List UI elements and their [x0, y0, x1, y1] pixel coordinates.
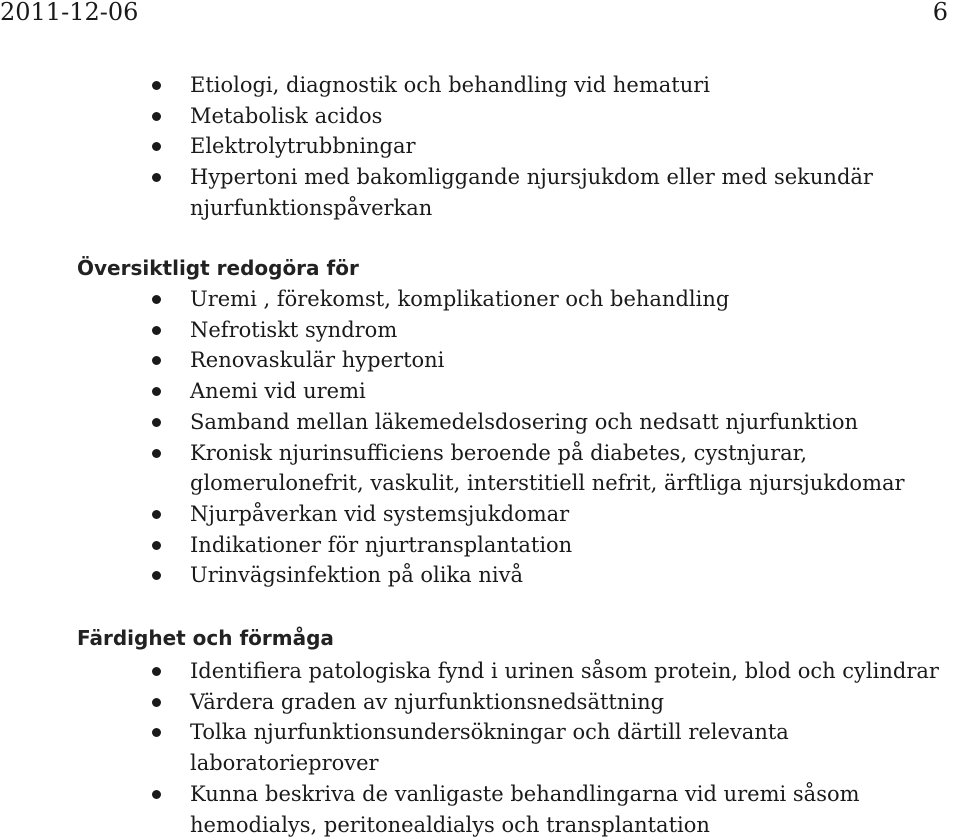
list-section3 [0, 656, 960, 840]
bullet-icon [152, 387, 161, 396]
bullet-icon [152, 667, 161, 676]
bullet-icon [152, 326, 161, 335]
list-item: Identifiera patologiska fynd i urinen såsom protein, blod och cylindrar [0, 656, 960, 687]
bullet-icon [152, 571, 161, 580]
list-item: Urinvägsinfektion på olika nivå [0, 560, 960, 591]
section-heading: Färdighet och förmåga [77, 626, 334, 650]
bullet-icon [152, 790, 161, 799]
list-section2 [0, 284, 960, 591]
list-item: Uremi , förekomst, komplikationer och behandling [0, 284, 960, 315]
bullet-icon [152, 173, 161, 182]
bullet-icon [152, 541, 161, 550]
section-heading: Översiktligt redogöra för [77, 256, 359, 280]
list-item: Kronisk njurinsufficiens beroende på diabetes, cystnjurar, [0, 438, 960, 469]
list-item: Värdera graden av njurfunktionsnedsättning [0, 687, 960, 718]
bullet-icon [152, 81, 161, 90]
list-item-continuation: hemodialys, peritonealdialys och transplantation [190, 812, 710, 837]
list-item: Etiologi, diagnostik och behandling vid hematuri [0, 70, 960, 101]
bullet-icon [152, 142, 161, 151]
header-date: 2011-12-06 [0, 0, 139, 26]
list-item: Anemi vid uremi [0, 376, 960, 407]
list-item: Kunna beskriva de vanligaste behandlingarna vid uremi såsom [0, 779, 960, 810]
list-item: Tolka njurfunktionsundersökningar och därtill relevanta [0, 717, 960, 748]
bullet-icon [152, 449, 161, 458]
bullet-icon [152, 698, 161, 707]
list-item-continuation: laboratorieprover [190, 751, 379, 776]
list-item: Hypertoni med bakomliggande njursjukdom eller med sekundär [0, 162, 960, 193]
list-top [0, 70, 960, 224]
list-item: Njurpåverkan vid systemsjukdomar [0, 499, 960, 530]
list-item: Elektrolytrubbningar [0, 131, 960, 162]
list-item: Metabolisk acidos [0, 101, 960, 132]
bullet-icon [152, 356, 161, 365]
bullet-icon [152, 728, 161, 737]
bullet-icon [152, 112, 161, 121]
list-item: Renovaskulär hypertoni [0, 345, 960, 376]
list-item-continuation: njurfunktionspåverkan [190, 195, 433, 220]
list-item-continuation: glomerulonefrit, vaskulit, interstitiell nefrit, ärftliga njursjukdomar [190, 471, 905, 496]
list-item: Nefrotiskt syndrom [0, 315, 960, 346]
list-item: Indikationer för njurtransplantation [0, 530, 960, 561]
list-item: Samband mellan läkemedelsdosering och nedsatt njurfunktion [0, 407, 960, 438]
bullet-icon [152, 510, 161, 519]
page-number: 6 [932, 0, 948, 26]
bullet-icon [152, 295, 161, 304]
bullet-icon [152, 418, 161, 427]
